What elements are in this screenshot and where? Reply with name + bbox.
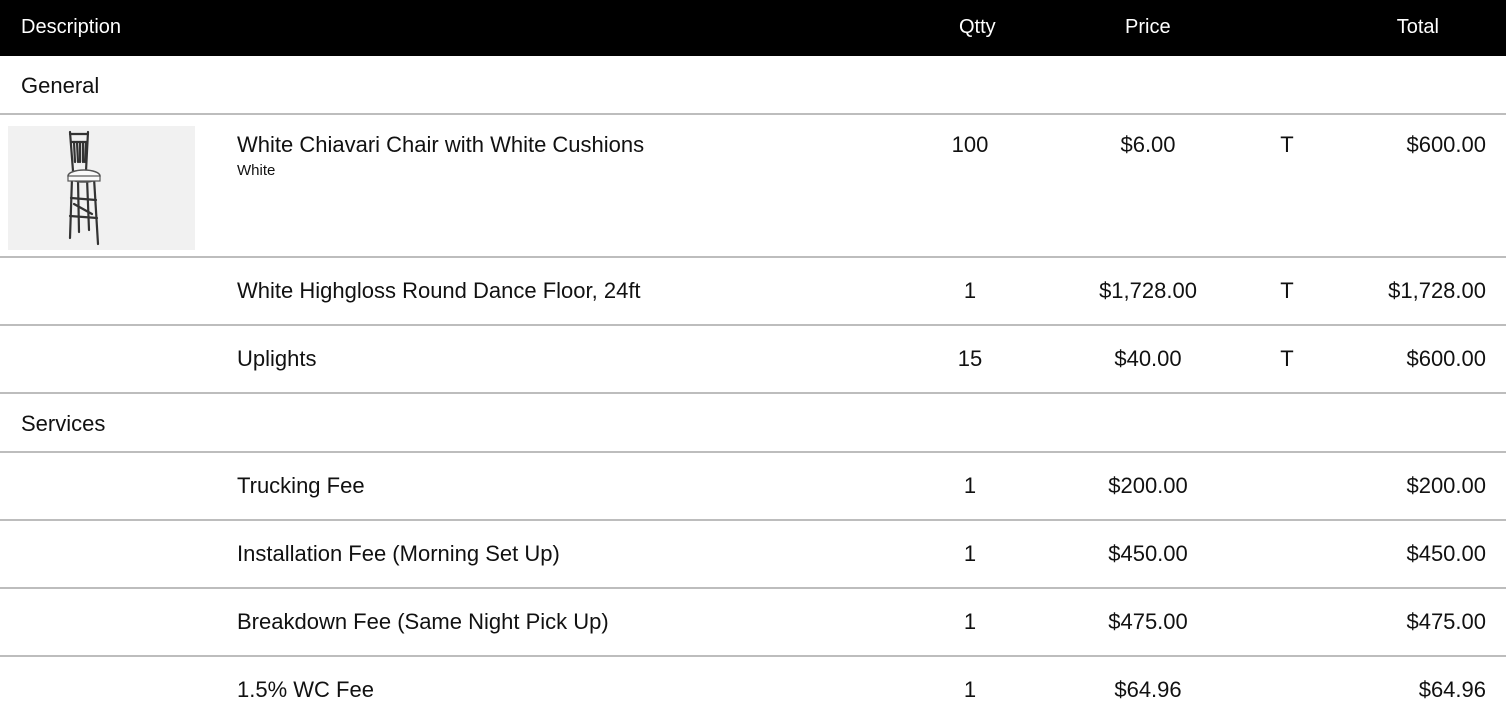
item-price: $64.96: [1114, 677, 1182, 702]
section-title: General: [21, 73, 100, 98]
item-total: $600.00: [1406, 346, 1486, 371]
item-price: $475.00: [1108, 609, 1188, 634]
item-qty: 1: [963, 609, 977, 634]
item-description: White Chiavari Chair with White Cushions: [237, 132, 645, 157]
section-title: Services: [21, 411, 106, 436]
item-qty: 1: [963, 473, 977, 498]
table-row: [0, 521, 1506, 589]
table-row: [0, 326, 1506, 394]
table-row: [0, 589, 1506, 657]
item-qty: 100: [951, 132, 989, 157]
header-price: Price: [1125, 16, 1171, 38]
item-price: $40.00: [1114, 346, 1182, 371]
item-price: $6.00: [1120, 132, 1176, 157]
item-description: Uplights: [237, 346, 317, 371]
item-qty: 1: [963, 541, 977, 566]
item-subtitle: White: [237, 162, 276, 179]
item-tax-flag: T: [1280, 278, 1294, 303]
item-description: Installation Fee (Morning Set Up): [237, 541, 560, 566]
table-row: [0, 258, 1506, 326]
item-price: $1,728.00: [1099, 278, 1197, 303]
item-total: $600.00: [1406, 132, 1486, 157]
chiavari-chair-image: [8, 126, 195, 250]
item-total: $64.96: [1418, 677, 1486, 702]
item-total: $200.00: [1406, 473, 1486, 498]
item-description: 1.5% WC Fee: [237, 677, 374, 702]
section-row-general: [0, 56, 1506, 115]
item-tax-flag: T: [1280, 346, 1294, 371]
item-description: Trucking Fee: [237, 473, 365, 498]
item-total: $475.00: [1406, 609, 1486, 634]
item-price: $450.00: [1108, 541, 1188, 566]
item-qty: 1: [963, 677, 977, 702]
item-description: Breakdown Fee (Same Night Pick Up): [237, 609, 609, 634]
table-row: [0, 453, 1506, 521]
item-qty: 15: [957, 346, 983, 371]
item-description: White Highgloss Round Dance Floor, 24ft: [237, 278, 641, 303]
item-total: $1,728.00: [1388, 278, 1486, 303]
table-row: [0, 115, 1506, 258]
table-row: [0, 657, 1506, 723]
section-row-services: [0, 394, 1506, 453]
header-total: Total: [1396, 16, 1439, 38]
table-header: [0, 0, 1506, 56]
item-total: $450.00: [1406, 541, 1486, 566]
item-qty: 1: [963, 278, 977, 303]
item-tax-flag: T: [1280, 132, 1294, 157]
item-price: $200.00: [1108, 473, 1188, 498]
header-description: Description: [21, 16, 122, 38]
chair-thumbnail: [8, 126, 195, 250]
header-qty: Qtty: [959, 16, 996, 38]
